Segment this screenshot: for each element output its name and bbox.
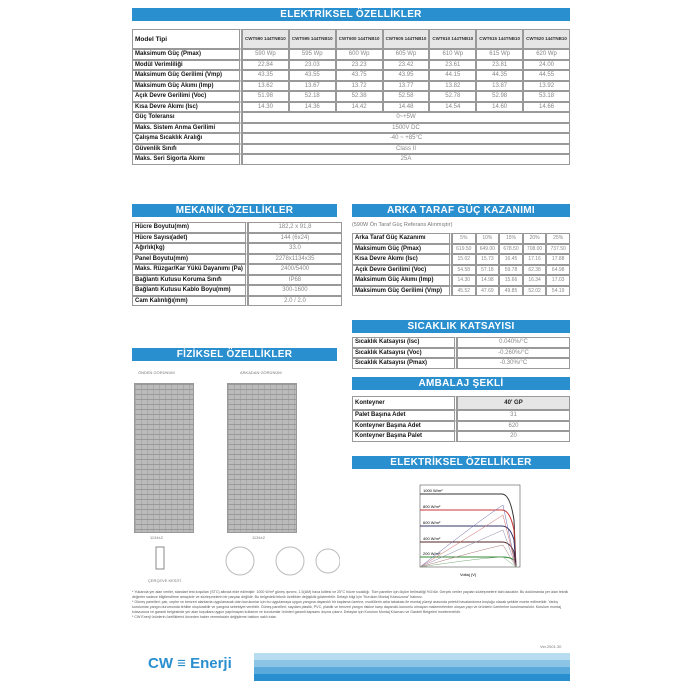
cell: 17.88	[546, 254, 570, 265]
model-col: CWT600 144TNB10	[336, 29, 383, 49]
cell: 16.34	[523, 275, 547, 286]
row-label: Panel Boyutu(mm)	[132, 254, 248, 265]
cell: 590 Wp	[242, 49, 289, 60]
table-row	[132, 275, 342, 286]
cell: 5%	[452, 233, 476, 244]
row-label: Konteyner	[352, 396, 457, 410]
cell: 2278x1134x35	[248, 254, 342, 265]
table-row	[132, 81, 570, 92]
cell: 15.73	[476, 254, 500, 265]
cell: 14.30	[452, 275, 476, 286]
width-dimension: 1134±2	[150, 535, 164, 540]
cell: 15.66	[499, 275, 523, 286]
table-row	[132, 49, 570, 60]
row-label: Maksimum Güç Gerilimi (Vmp)	[352, 286, 452, 297]
legend-600: 600 W/m²	[423, 520, 441, 525]
bifacial-note: (590W Ön Taraf Güç Referans Alınmıştır)	[352, 222, 453, 228]
table-row	[352, 348, 570, 359]
cell: 40' GP	[457, 396, 570, 410]
cell: 300-1600	[248, 285, 342, 296]
row-label: Açık Devre Gerilimi (Voc)	[132, 91, 242, 102]
cell: 2400/5400	[248, 264, 342, 275]
row-label: Cam Kalınlığı(mm)	[132, 296, 248, 307]
cell: 0.040%/°C	[457, 337, 570, 348]
cell: 54.19	[546, 286, 570, 297]
table-row	[352, 396, 570, 410]
table-row	[132, 133, 570, 144]
cell: 14.66	[523, 102, 570, 113]
cell: 51.98	[242, 91, 289, 102]
detail-drawings	[150, 545, 340, 580]
row-label: Güç Toleransı	[132, 112, 242, 123]
cell: 14.98	[476, 275, 500, 286]
table-row	[132, 285, 342, 296]
row-label: Maksimum Güç Akımı (Imp)	[132, 81, 242, 92]
cell: 13.67	[289, 81, 336, 92]
bifacial-table	[352, 233, 570, 296]
cell: 25%	[546, 233, 570, 244]
cell: Class II	[242, 144, 570, 155]
table-row	[132, 243, 342, 254]
legend-1000: 1000 W/m²	[423, 488, 443, 493]
row-label: Maksimum Güç Gerilimi (Vmp)	[132, 70, 242, 81]
cell: 24.00	[523, 60, 570, 71]
cell: 20%	[523, 233, 547, 244]
cell: 610 Wp	[429, 49, 476, 60]
row-label: Maksimum Güç (Pmax)	[132, 49, 242, 60]
cell: 14.60	[476, 102, 523, 113]
cell: 182,2 x 91,8	[248, 222, 342, 233]
cell: 23.03	[289, 60, 336, 71]
cell: 600 Wp	[336, 49, 383, 60]
cell: 33.0	[248, 243, 342, 254]
cell: 64.98	[546, 265, 570, 276]
cell: 44.35	[476, 70, 523, 81]
cell: 678.50	[499, 244, 523, 255]
row-label: Güvenlik Sınıfı	[132, 144, 242, 155]
electrical-table	[132, 29, 570, 165]
mechanical-banner: MEKANİK ÖZELLİKLER	[132, 204, 337, 217]
footnote: * Yukarıda yer alan veriler, standart test koşulları (STC) altında elde edilmiştir: 1000 W/m² güneş ışınımı, 1.5(AM) hava kütlesi ve 25°C hücre sıcaklığı. Tüm paneller için ölçüm belirsizliği %3'dür. Gerçek veriler yapılan sözleşmelere tabi olacaktır. Bu dokümanda yer alan teknik değerler sadece bilgilendirme amaçlıdır ve sözleşmelerin bir parçası değildir. Bu belgedeki teknik özellikler değişiklik gösterebilir. Detaylı bilgi için "Kurulum Montaj Kılavuzuna" bakınız.	[132, 590, 569, 599]
bifacial-banner: ARKA TARAF GÜÇ KAZANIMI	[352, 204, 570, 217]
cell: 47.69	[476, 286, 500, 297]
cell: -40 ~ +85°C	[242, 133, 570, 144]
cell: 708.00	[523, 244, 547, 255]
model-col: CWT590 144TNB10	[242, 29, 289, 49]
cell: 52.58	[383, 91, 430, 102]
table-row	[352, 233, 570, 244]
model-col: CWT605 144TNB10	[383, 29, 430, 49]
cell: IP68	[248, 275, 342, 286]
cell: 13.82	[429, 81, 476, 92]
model-label: Model Tipi	[132, 29, 242, 49]
cell: 620 Wp	[523, 49, 570, 60]
cell: 23.23	[336, 60, 383, 71]
cell: 23.42	[383, 60, 430, 71]
company-logo: CW ≡ Enerji	[148, 655, 232, 672]
cell: 615 Wp	[476, 49, 523, 60]
footer-stripe	[254, 660, 570, 667]
cell: 15%	[499, 233, 523, 244]
temperature-banner: SICAKLIK KATSAYISI	[352, 320, 570, 333]
cell: 45.52	[452, 286, 476, 297]
row-label: Bağlantı Kutusu Kablo Boyu(mm)	[132, 285, 248, 296]
front-view-label: ÖNDEN GÖRÜNÜM	[138, 370, 175, 375]
cell: -0.30%/°C	[457, 358, 570, 369]
cell: 2.0 / 2.0	[248, 296, 342, 307]
cell: 25A	[242, 154, 570, 165]
row-label: Hücre Boyutu(mm)	[132, 222, 248, 233]
cell: 605 Wp	[383, 49, 430, 60]
footer-stripe	[254, 667, 570, 674]
footnote: * Güneş panelleri; çatı, cephe ve benzeri alanlarda uygulanacak olan kurulumlar için bu uygulamaya uygun yangına dayanıklı bir kaplama üzerine, modüllerin arka tabakası ile montaj yüzeyi arasında petekli havalandırma boşluğu olacak şekilde monte edilmelidir. Yanlış kurulumlar yangın durumunda tehlike oluşturabilir ve yangına sebebiyet verebilir. Güneş panelleri; saydam plastik, PVC, plastik ve benzeri yangın riskine karşı dayanıklı-konumlu olmayan malzemelerden oluşan yapı ve ürünlerin üzerlerine kurulmamalıdır. Kurulum montaj kılavuzuna ve garanti belgesinde yer alan koşullara uygun yapılmayan kullanım ve kurulumlar ürünleri garanti kapsamı dışına çıkarır. Detaylar için Kurulum Montaj Kılavuzu ve Garanti Belgeleri incelenmelidir.	[132, 600, 561, 614]
back-panel-drawing	[227, 383, 297, 533]
temperature-table	[352, 337, 570, 369]
row-label: Konteyner Başına Adet	[352, 421, 457, 432]
table-row	[132, 296, 342, 307]
iv-curve-chart	[410, 480, 530, 580]
row-label: Hücre Sayısı(adet)	[132, 233, 248, 244]
cell: 14.42	[336, 102, 383, 113]
cell: 13.62	[242, 81, 289, 92]
cell: 52.02	[523, 286, 547, 297]
cell: 13.92	[523, 81, 570, 92]
table-row	[352, 286, 570, 297]
table-row	[352, 244, 570, 255]
cell: 17.03	[546, 275, 570, 286]
table-row	[352, 358, 570, 369]
table-row	[352, 265, 570, 276]
cell: 23.81	[476, 60, 523, 71]
table-row	[132, 233, 342, 244]
cell: 44.55	[523, 70, 570, 81]
cell: -0.260%/°C	[457, 348, 570, 359]
back-view-label: ARKADAN GÖRÜNÜM	[240, 370, 282, 375]
cell: 13.77	[383, 81, 430, 92]
footnote: * CW Enerji ürünlerin özelliklerini önceden haber vermeksizin değiştirme hakkını saklı tutar.	[132, 615, 277, 619]
table-row	[352, 337, 570, 348]
model-col: CWT620 144TNB10	[523, 29, 570, 49]
table-row	[352, 421, 570, 432]
row-label: Maks. Seri Sigorta Akımı	[132, 154, 242, 165]
row-label: Kısa Devre Akımı (Isc)	[352, 254, 452, 265]
row-label: Modül Verimliliği	[132, 60, 242, 71]
table-row	[132, 264, 342, 275]
model-col: CWT595 144TNB10	[289, 29, 336, 49]
cell: 619.50	[452, 244, 476, 255]
cell: 62.38	[523, 265, 547, 276]
packaging-table	[352, 396, 570, 442]
cell: 22.84	[242, 60, 289, 71]
row-label: Açık Devre Gerilimi (Voc)	[352, 265, 452, 276]
row-label: Sıcaklık Katsayısı (Isc)	[352, 337, 457, 348]
model-col: CWT615 144TNB10	[476, 29, 523, 49]
cell: 52.98	[476, 91, 523, 102]
cell: 52.38	[336, 91, 383, 102]
row-label: Arka Taraf Güç Kazanımı	[352, 233, 452, 244]
table-row	[352, 275, 570, 286]
cell: 54.58	[452, 265, 476, 276]
cell: 15.02	[452, 254, 476, 265]
cell: 13.87	[476, 81, 523, 92]
cell: 14.30	[242, 102, 289, 113]
row-label: Maks. Sistem Anma Gerilimi	[132, 123, 242, 134]
cell: 53.18	[523, 91, 570, 102]
x-axis-label: Voltaj (V)	[460, 572, 477, 577]
cell: 59.78	[499, 265, 523, 276]
cell: 44.15	[429, 70, 476, 81]
cell: 620	[457, 421, 570, 432]
table-row	[132, 112, 570, 123]
row-label: Kısa Devre Akımı (Isc)	[132, 102, 242, 113]
mechanical-table	[132, 222, 342, 306]
cell: 17.16	[523, 254, 547, 265]
cell: 43.35	[242, 70, 289, 81]
cell: 31	[457, 410, 570, 421]
table-row	[132, 70, 570, 81]
row-label: Sıcaklık Katsayısı (Pmax)	[352, 358, 457, 369]
footer-stripe	[254, 674, 570, 681]
row-label: Palet Başına Adet	[352, 410, 457, 421]
cell: 52.18	[289, 91, 336, 102]
row-label: Konteyner Başına Palet	[352, 431, 457, 442]
table-row	[132, 154, 570, 165]
cell: 10%	[476, 233, 500, 244]
legend-800: 800 W/m²	[423, 504, 441, 509]
cell: 43.95	[383, 70, 430, 81]
cell: 49.85	[499, 286, 523, 297]
row-label: Maksimum Güç (Pmax)	[352, 244, 452, 255]
cell: 13.72	[336, 81, 383, 92]
front-panel-drawing	[134, 383, 194, 533]
cell: 1500V DC	[242, 123, 570, 134]
table-row	[132, 60, 570, 71]
cell: 0~+5W	[242, 112, 570, 123]
table-row	[132, 91, 570, 102]
legend-200: 200 W/m²	[423, 551, 441, 556]
table-row	[352, 431, 570, 442]
cell: 23.61	[429, 60, 476, 71]
cell: 14.54	[429, 102, 476, 113]
model-col: CWT610 144TNB10	[429, 29, 476, 49]
electrical-banner: ELEKTRİKSEL ÖZELLİKLER	[132, 8, 570, 21]
frame-section-label: ÇERÇEVE KESİTİ	[148, 578, 182, 583]
row-label: Çalışma Sıcaklık Aralığı	[132, 133, 242, 144]
table-row	[132, 222, 342, 233]
cell: 649.00	[476, 244, 500, 255]
row-label: Maks. Rüzgar/Kar Yükü Dayanımı (Pa)	[132, 264, 248, 275]
legend-400: 400 W/m²	[423, 536, 441, 541]
cell: 14.48	[383, 102, 430, 113]
row-label: Bağlantı Kutusu Koruma Sınıfı	[132, 275, 248, 286]
row-label: Ağırlık(kg)	[132, 243, 248, 254]
cell: 14.36	[289, 102, 336, 113]
cell: 20	[457, 431, 570, 442]
table-row	[132, 102, 570, 113]
table-row	[132, 144, 570, 155]
table-row	[132, 254, 342, 265]
iv-chart-banner: ELEKTRİKSEL ÖZELLİKLER	[352, 456, 570, 469]
width-dimension: 1134±2	[252, 535, 266, 540]
version-label: Ver.2501.30	[540, 644, 562, 649]
cell: 57.18	[476, 265, 500, 276]
cell: 144 (6x24)	[248, 233, 342, 244]
physical-banner: FİZİKSEL ÖZELLİKLER	[132, 348, 337, 361]
table-row	[352, 410, 570, 421]
footnotes	[132, 590, 570, 620]
packaging-banner: AMBALAJ ŞEKLİ	[352, 377, 570, 390]
cell: 16.45	[499, 254, 523, 265]
cell: 52.78	[429, 91, 476, 102]
table-row	[352, 254, 570, 265]
cell: 43.55	[289, 70, 336, 81]
table-row	[132, 123, 570, 134]
cell: 737.50	[546, 244, 570, 255]
row-label: Sıcaklık Katsayısı (Voc)	[352, 348, 457, 359]
cell: 595 Wp	[289, 49, 336, 60]
cell: 43.75	[336, 70, 383, 81]
footer-stripe	[254, 653, 570, 660]
row-label: Maksimum Güç Akımı (Imp)	[352, 275, 452, 286]
